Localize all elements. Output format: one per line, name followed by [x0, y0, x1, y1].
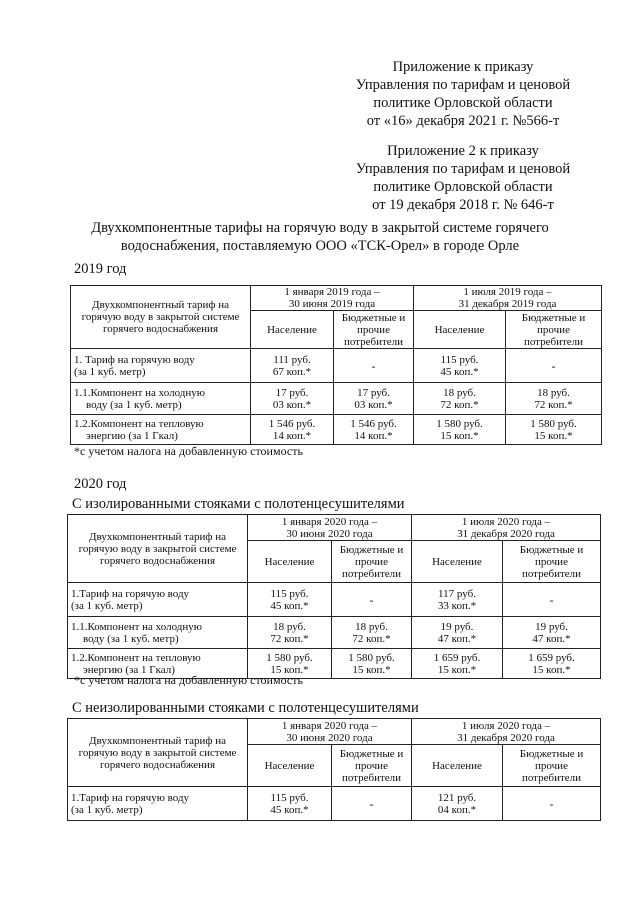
title-line: водоснабжения, поставляемую ООО «ТСК-Орел» в городе Орле	[120, 238, 520, 254]
population-header: Население	[248, 541, 332, 583]
tariff-cell: -	[332, 787, 412, 821]
tariff-cell: 17 руб. 03 коп.*	[251, 383, 334, 415]
tariff-cell: 117 руб. 33 коп.*	[412, 583, 503, 617]
footnote: *с учетом налога на добавленную стоимость	[74, 444, 303, 458]
row-label: 1.1.Компонент на холодную воду (за 1 куб. метр)	[71, 383, 251, 415]
row-label: 1.Тариф на горячую воду (за 1 куб. метр)	[68, 583, 248, 617]
table-row	[68, 617, 601, 649]
tariff-cell: 121 руб. 04 коп.*	[412, 787, 503, 821]
table-row	[71, 383, 602, 415]
budget-header: Бюджетные и прочие потребители	[332, 541, 412, 583]
tariff-cell: 19 руб. 47 коп.*	[412, 617, 503, 649]
population-header: Население	[248, 745, 332, 787]
appendix-line: политике Орловской области	[373, 95, 553, 111]
document-title	[70, 219, 570, 255]
row-label: 1.2.Компонент на тепловую энергию (за 1 Гкал)	[68, 649, 248, 679]
tariff-cell: 1 659 руб. 15 коп.*	[503, 649, 601, 679]
row-label: 1.Тариф на горячую воду (за 1 куб. метр)	[68, 787, 248, 821]
year-heading-2020: 2020 год	[74, 476, 127, 492]
header-label-cell: Двухкомпонентный тариф на горячую воду в закрытой системе горячего водоснабжения	[68, 719, 248, 787]
appendix-block-1	[338, 58, 588, 130]
tariff-cell: -	[503, 787, 601, 821]
appendix-line: от 19 декабря 2018 г. № 646-т	[372, 197, 554, 213]
tariff-table-2020-nonisolated	[67, 718, 601, 821]
table-row	[71, 415, 602, 445]
subheading-isolated: С изолированными стояками с полотенцесушителями	[72, 496, 405, 512]
row-label: 1. Тариф на горячую воду (за 1 куб. метр)	[71, 349, 251, 383]
tariff-cell: 18 руб. 72 коп.*	[332, 617, 412, 649]
population-header: Население	[251, 311, 334, 349]
table-row	[68, 787, 601, 821]
tariff-cell: 1 580 руб. 15 коп.*	[414, 415, 506, 445]
row-label: 1.2.Компонент на тепловую энергию (за 1 Гкал)	[71, 415, 251, 445]
tariff-cell: 19 руб. 47 коп.*	[503, 617, 601, 649]
tariff-cell: 18 руб. 72 коп.*	[506, 383, 602, 415]
tariff-cell: 17 руб. 03 коп.*	[334, 383, 414, 415]
tariff-cell: 1 580 руб. 15 коп.*	[332, 649, 412, 679]
period-header: 1 июля 2019 года – 31 декабря 2019 года	[414, 286, 602, 311]
period-header: 1 января 2020 года – 30 июня 2020 года	[248, 515, 412, 541]
tariff-cell: 115 руб. 45 коп.*	[248, 787, 332, 821]
tariff-cell: 1 580 руб. 15 коп.*	[506, 415, 602, 445]
tariff-table-2020-isolated	[67, 514, 601, 679]
tariff-cell: 115 руб. 45 коп.*	[248, 583, 332, 617]
population-header: Население	[412, 745, 503, 787]
year-heading-2019: 2019 год	[74, 261, 127, 277]
period-header: 1 января 2020 года – 30 июня 2020 года	[248, 719, 412, 745]
row-label: 1.1.Компонент на холодную воду (за 1 куб. метр)	[68, 617, 248, 649]
title-line: Двухкомпонентные тарифы на горячую воду в закрытой системе горячего	[91, 220, 549, 236]
subheading-nonisolated: С неизолированными стояками с полотенцесушителями	[72, 700, 419, 716]
tariff-cell: -	[506, 349, 602, 383]
header-label-cell: Двухкомпонентный тариф на горячую воду в закрытой системе горячего водоснабжения	[68, 515, 248, 583]
tariff-cell: 18 руб. 72 коп.*	[248, 617, 332, 649]
appendix-line: от «16» декабря 2021 г. №566-т	[366, 113, 560, 129]
footnote: *с учетом налога на добавленную стоимость	[74, 673, 303, 687]
budget-header: Бюджетные и прочие потребители	[503, 541, 601, 583]
appendix-block-2	[338, 142, 588, 214]
tariff-table-2019	[70, 285, 602, 445]
appendix-line: Управления по тарифам и ценовой	[355, 77, 571, 93]
period-header: 1 июля 2020 года – 31 декабря 2020 года	[412, 515, 601, 541]
period-header: 1 января 2019 года – 30 июня 2019 года	[251, 286, 414, 311]
tariff-cell: 1 546 руб. 14 коп.*	[334, 415, 414, 445]
table-row	[71, 349, 602, 383]
budget-header: Бюджетные и прочие потребители	[332, 745, 412, 787]
tariff-cell: -	[503, 583, 601, 617]
tariff-cell: 1 659 руб. 15 коп.*	[412, 649, 503, 679]
header-label-cell: Двухкомпонентный тариф на горячую воду в закрытой системе горячего водоснабжения	[71, 286, 251, 349]
tariff-cell: -	[332, 583, 412, 617]
tariff-cell: 115 руб. 45 коп.*	[414, 349, 506, 383]
population-header: Население	[412, 541, 503, 583]
tariff-cell: 18 руб. 72 коп.*	[414, 383, 506, 415]
appendix-line: Приложение к приказу	[392, 59, 534, 75]
tariff-cell: 1 546 руб. 14 коп.*	[251, 415, 334, 445]
population-header: Население	[414, 311, 506, 349]
tariff-cell: 1 580 руб. 15 коп.*	[248, 649, 332, 679]
appendix-line: Приложение 2 к приказу	[387, 143, 539, 159]
budget-header: Бюджетные и прочие потребители	[503, 745, 601, 787]
budget-header: Бюджетные и прочие потребители	[334, 311, 414, 349]
tariff-cell: -	[334, 349, 414, 383]
tariff-cell: 111 руб. 67 коп.*	[251, 349, 334, 383]
appendix-line: политике Орловской области	[373, 179, 553, 195]
budget-header: Бюджетные и прочие потребители	[506, 311, 602, 349]
appendix-line: Управления по тарифам и ценовой	[355, 161, 571, 177]
table-row	[68, 583, 601, 617]
period-header: 1 июля 2020 года – 31 декабря 2020 года	[412, 719, 601, 745]
